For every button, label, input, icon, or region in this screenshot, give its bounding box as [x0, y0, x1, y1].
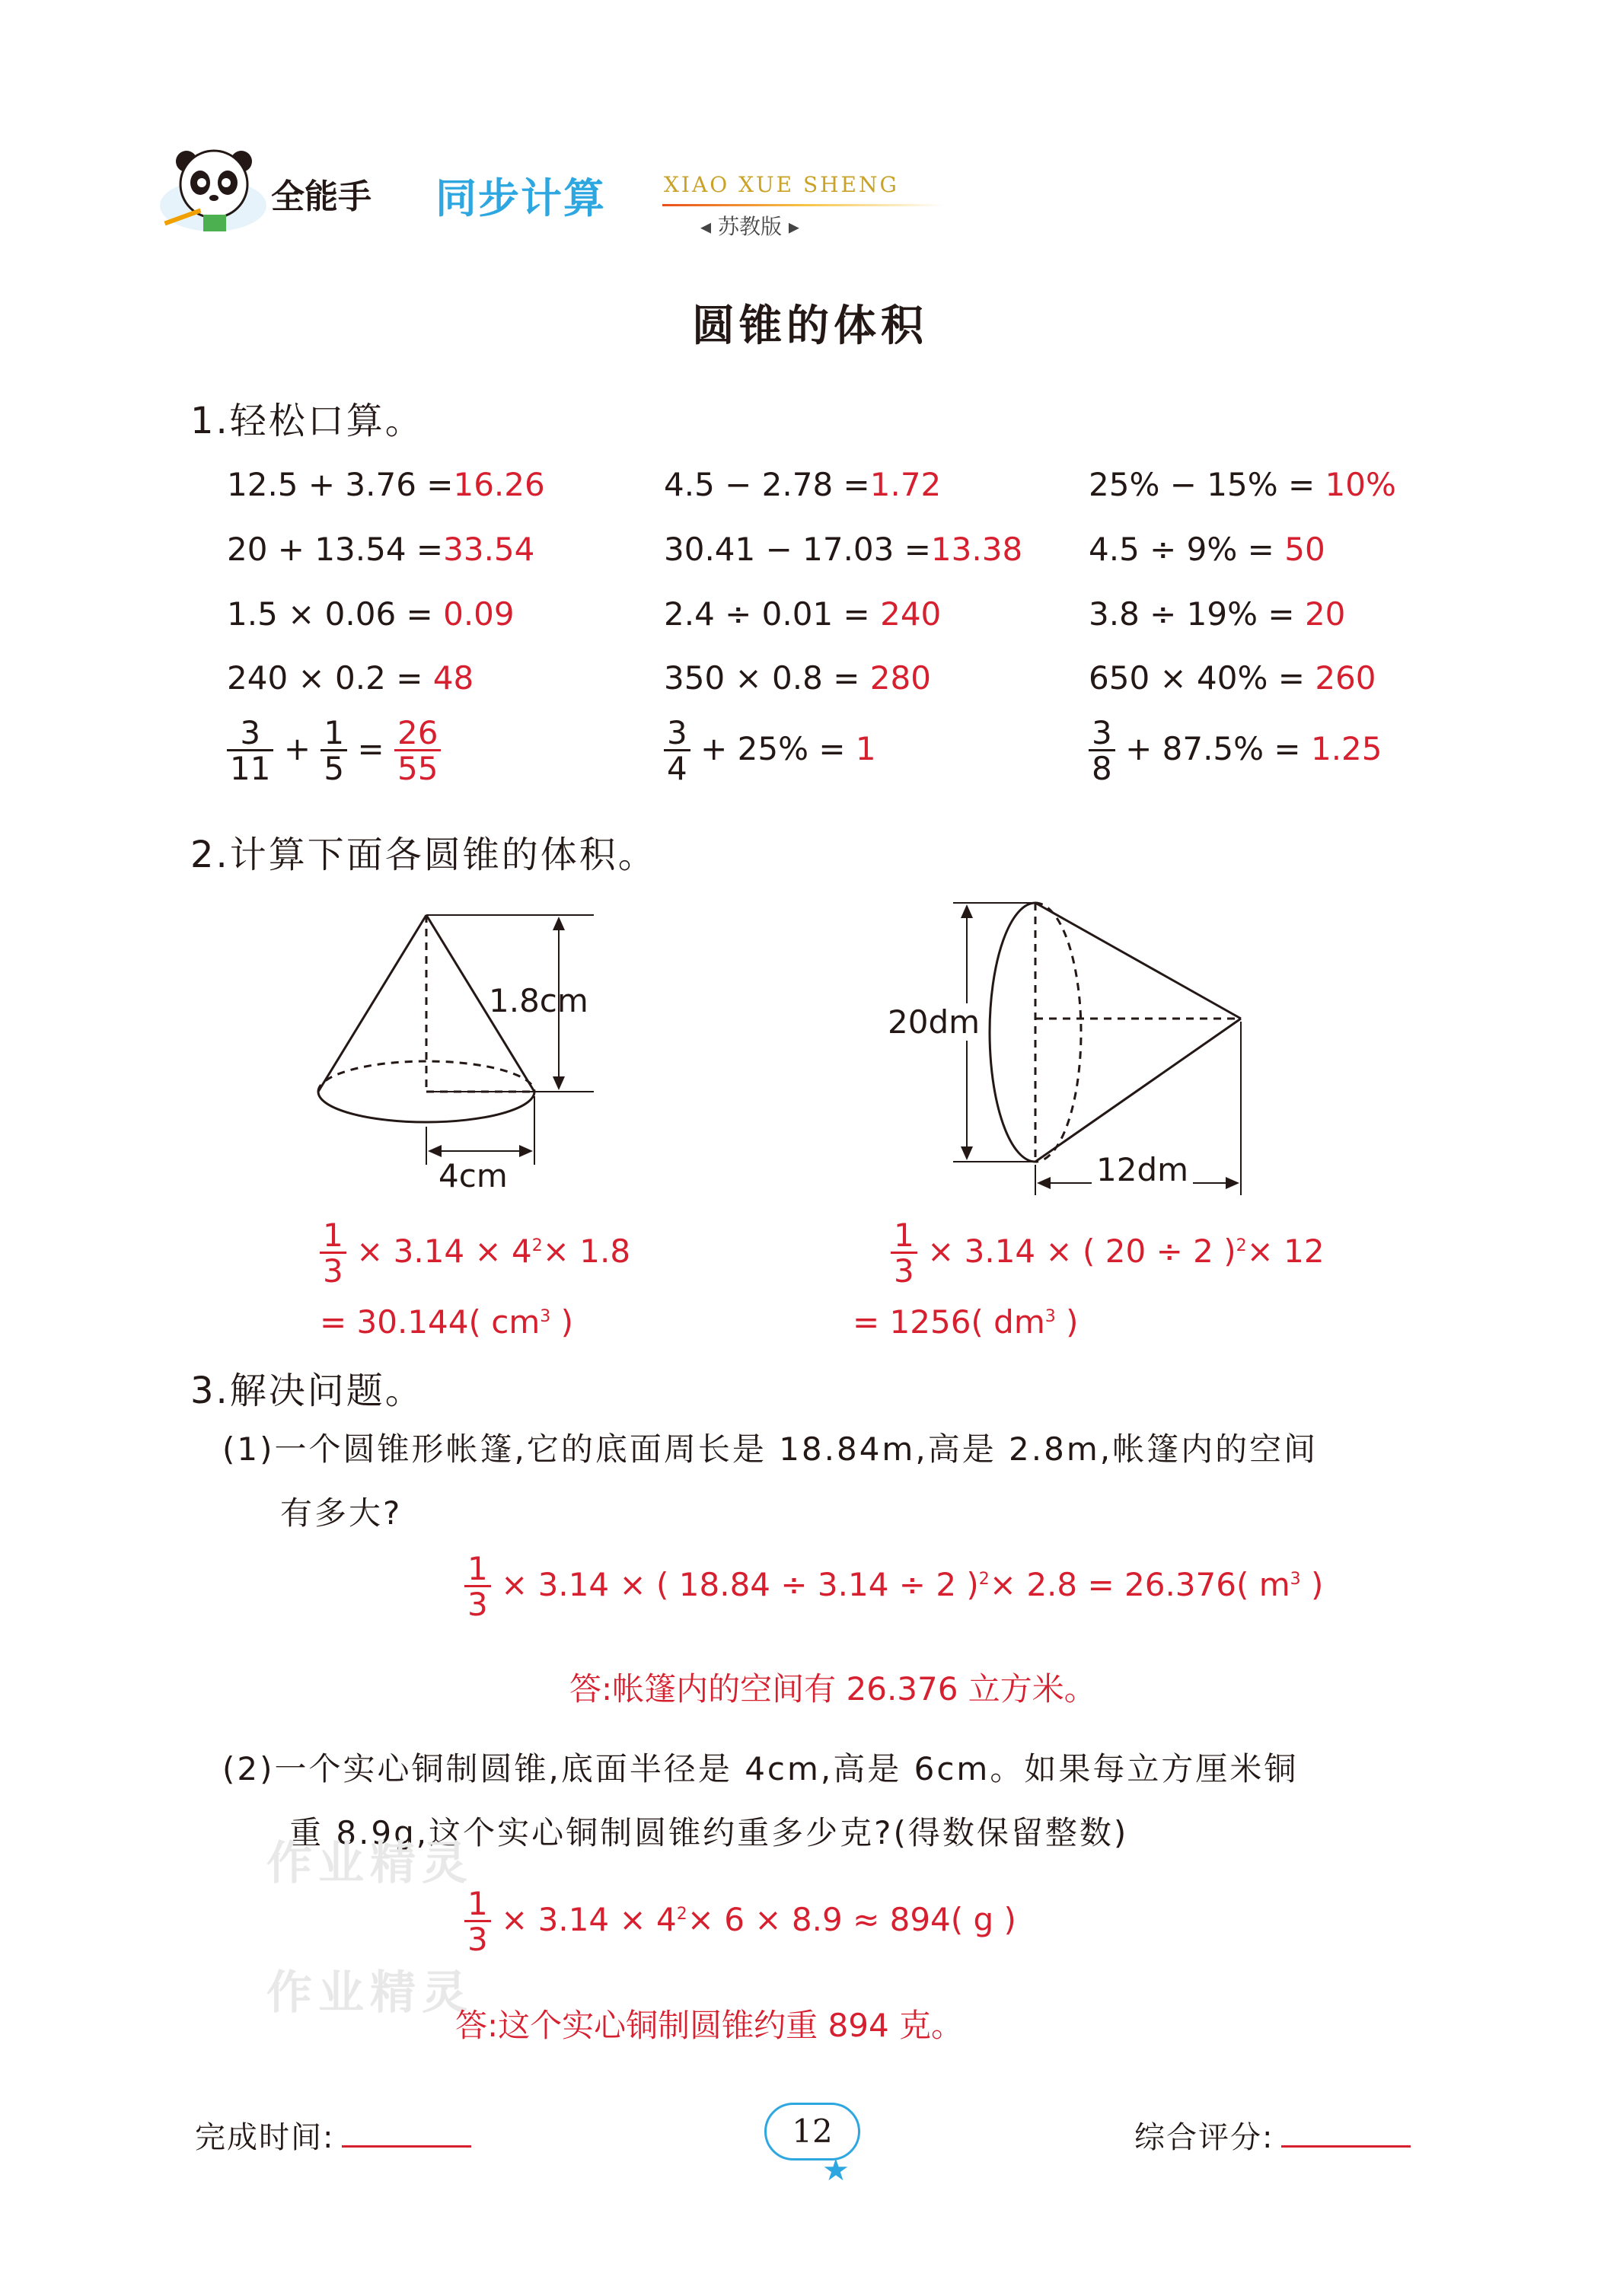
problem2-line2: 重 8.9g,这个实心铜制圆锥约重多少克?(得数保留整数) — [289, 1814, 1129, 1851]
watermark-2: 作业精灵 — [266, 1966, 474, 2020]
cone1-work: $\frac{1}{3}$ × $3.14 \times 4^2\times 1.8$ — [320, 1220, 630, 1287]
calc-4-3: 650 × 40% = 260 — [1089, 659, 1376, 697]
problem2-answer: 答:这个实心铜制圆锥约重 894 克。 — [455, 2007, 964, 2044]
calc-1-1: 12.5 + 3.76 =16.26 — [227, 466, 545, 503]
watermark-1: 作业精灵 — [266, 1837, 474, 1890]
brand-pinyin: XIAO XUE SHENG — [664, 172, 899, 197]
cone1-height-label: 1.8cm — [489, 982, 588, 1019]
calc-2-2: 30.41 − 17.03 =13.38 — [664, 531, 1023, 568]
calc-4-2: 350 × 0.8 = 280 — [664, 659, 931, 697]
cone2-work: $\frac{1}{3}$ × 3.14 × ( 20 ÷ 2 )$^2$× 12 — [891, 1220, 1325, 1287]
calc-3-2: 2.4 ÷ 0.01 = 240 — [664, 595, 942, 633]
problem1-answer: 答:帐篷内的空间有 26.376 立方米。 — [569, 1670, 1096, 1708]
panda-logo — [156, 145, 270, 236]
section2-heading: 2.计算下面各圆锥的体积。 — [190, 834, 657, 876]
calc-1-2: 4.5 − 2.78 =1.72 — [664, 466, 942, 503]
brand-name: 全能手 — [271, 177, 372, 216]
header-divider — [662, 204, 944, 206]
page-title: 圆锥的体积 — [692, 301, 928, 351]
calc-4-1: 240 × 0.2 = 48 — [227, 659, 474, 697]
calc-5-2: $\frac{3}{4}$ + 25% = 1 — [664, 717, 876, 785]
section3-heading: 3.解决问题。 — [190, 1370, 424, 1412]
completion-time: 完成时间: — [195, 2113, 471, 2157]
calc-5-3: $\frac{3}{8}$ + 87.5% = 1.25 — [1089, 717, 1382, 785]
calc-5-1: $\frac{3}{11}$ + $\frac{1}{5}$ = $\frac{26}{55}$ — [227, 717, 441, 785]
problem1-line2: 有多大? — [280, 1494, 403, 1532]
section1-heading: 1.轻松口算。 — [190, 400, 424, 442]
calc-3-3: 3.8 ÷ 19% = 20 — [1089, 595, 1346, 633]
cone2-height-label: 12dm — [1092, 1151, 1193, 1188]
cone1-radius-label: 4cm — [438, 1157, 508, 1194]
overall-score: 综合评分: — [1134, 2113, 1411, 2157]
calc-2-1: 20 + 13.54 =33.54 — [227, 531, 535, 568]
cone2-diameter-label: 20dm — [888, 1003, 981, 1041]
edition-label: ◂ 苏教版 ▸ — [700, 214, 799, 239]
calc-2-3: 4.5 ÷ 9% = 50 — [1089, 531, 1325, 568]
problem1-line1: (1)一个圆锥形帐篷,它的底面周长是 18.84m,高是 2.8m,帐篷内的空间 — [222, 1430, 1319, 1468]
star-icon: ★ — [822, 2153, 850, 2188]
cone2-result: = 1256( $dm^3$ ) — [853, 1303, 1079, 1341]
problem1-work: $\frac{1}{3}$ × 3.14 × ( 18.84 ÷ 3.14 ÷ 2 )$^2$× 2.8 = 26.376( $m^3$ ) — [464, 1553, 1323, 1621]
overall-score-blank[interactable] — [1281, 2145, 1411, 2148]
problem2-work: $\frac{1}{3}$ × $3.14 \times 4^2\times 6 \times 8.9 \approx 894$( g ) — [464, 1888, 1016, 1956]
problem2-line1: (2)一个实心铜制圆锥,底面半径是 4cm,高是 6cm。如果每立方厘米铜 — [222, 1750, 1299, 1787]
calc-3-1: 1.5 × 0.06 = 0.09 — [227, 595, 515, 633]
completion-time-blank[interactable] — [342, 2145, 471, 2148]
page-number: 12 — [764, 2103, 860, 2160]
calc-1-3: 25% − 15% = 10% — [1089, 466, 1396, 503]
cone1-result: = 30.144( $cm^3$ ) — [320, 1303, 573, 1341]
book-title: 同步计算 — [435, 174, 606, 222]
